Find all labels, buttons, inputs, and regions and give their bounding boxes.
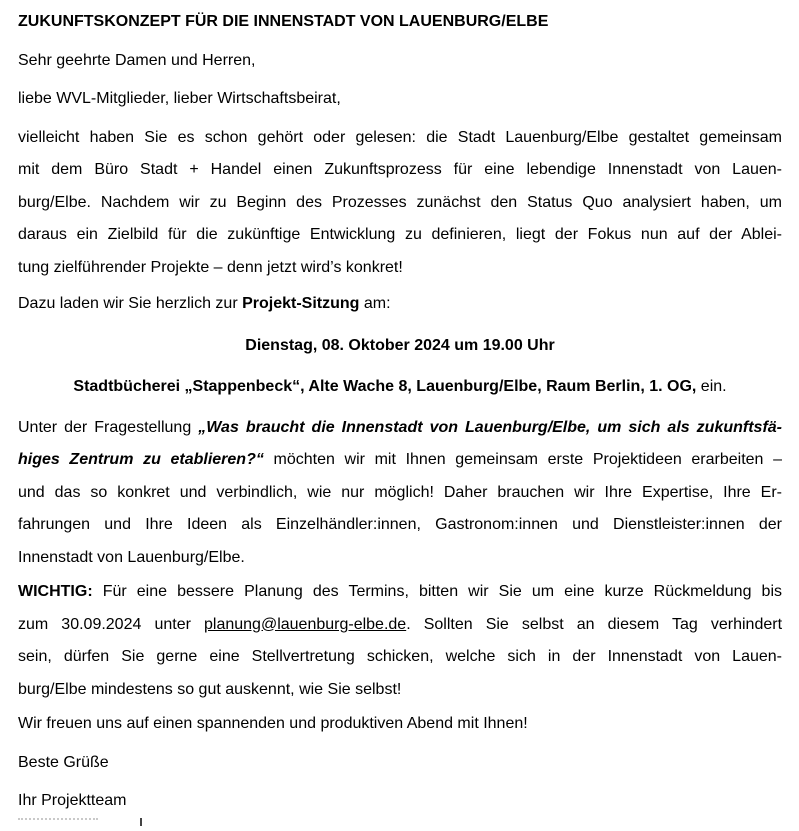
text-line bbox=[18, 219, 782, 252]
text-line bbox=[18, 542, 782, 575]
text-run: „Was braucht die Innenstadt von Lauenburg/Elbe, um sich als zukunftsfä- bbox=[198, 418, 783, 436]
text-run: Beste Grüße bbox=[18, 753, 109, 771]
text-run: am: bbox=[359, 295, 391, 312]
text-run: Ihr Projektteam bbox=[18, 792, 127, 809]
paragraph-intro bbox=[18, 122, 782, 285]
paragraph-invite-lead bbox=[18, 288, 782, 321]
text-run: Projekt-Sitzung bbox=[242, 295, 360, 312]
text-line bbox=[18, 576, 782, 609]
text-line bbox=[18, 444, 782, 477]
text-run: fahrungen und Ihre Ideen als Einzelhändler:innen, Gastronom:innen und Dienstleister:innen der bbox=[18, 516, 782, 533]
paragraph-salutation-2 bbox=[18, 83, 782, 116]
text-line bbox=[18, 641, 782, 674]
text-line bbox=[18, 708, 782, 741]
document-body bbox=[18, 6, 782, 818]
email-link[interactable]: planung@lauenburg-elbe.de bbox=[204, 615, 407, 633]
paragraph-signature bbox=[18, 785, 782, 818]
paragraph-closing bbox=[18, 708, 782, 741]
text-run: . Sollten Sie selbst an diesem Tag verhindert bbox=[406, 615, 783, 633]
text-line bbox=[18, 6, 782, 39]
text-run: ZUKUNFTSKONZEPT FÜR DIE INNENSTADT VON LAUENBURG/ELBE bbox=[18, 13, 549, 30]
cutoff-text-artifact bbox=[18, 818, 218, 828]
text-run: sein, dürfen Sie gerne eine Stellvertretung schicken, welche sich in der Innenstadt von Lauen- bbox=[18, 648, 782, 665]
text-run: Innenstadt von Lauenburg/Elbe. bbox=[18, 548, 245, 566]
text-run: Stadtbücherei „Stappenbeck“, Alte Wache 8, Lauenburg/Elbe, Raum Berlin, 1. OG, bbox=[73, 378, 697, 395]
paragraph-important bbox=[18, 576, 782, 706]
text-run: Dienstag, 08. Oktober 2024 um 19.00 Uhr bbox=[245, 336, 555, 354]
text-run: burg/Elbe. Nachdem wir zu Beginn des Prozesses zunächst den Status Quo analysiert haben, um bbox=[18, 193, 782, 211]
text-run: mit dem Büro Stadt + Handel einen Zukunftsprozess für eine lebendige Innenstadt von Lauen- bbox=[18, 161, 782, 178]
text-line bbox=[18, 674, 782, 707]
text-line bbox=[18, 412, 782, 445]
text-run: und das so konkret und verbindlich, wie nur möglich! Daher brauchen wir Ihre Expertise, Ihre Er- bbox=[18, 483, 782, 501]
text-line bbox=[18, 187, 782, 220]
text-line bbox=[18, 288, 782, 321]
text-run: higes Zentrum zu etablieren?“ bbox=[18, 451, 264, 468]
text-line bbox=[18, 609, 782, 642]
text-run: daraus ein Zielbild für die zukünftige Entwicklung zu definieren, liegt der Fokus nun auf der Ablei- bbox=[18, 226, 782, 243]
text-run: WICHTIG: bbox=[18, 583, 93, 600]
paragraph-title bbox=[18, 6, 782, 39]
text-line bbox=[18, 785, 782, 818]
text-run: liebe WVL-Mitglieder, lieber Wirtschaftsbeirat, bbox=[18, 90, 341, 107]
text-line bbox=[18, 154, 782, 187]
text-run: möchten wir mit Ihnen gemeinsam erste Projektideen erarbeiten – bbox=[263, 451, 782, 468]
text-run: Dazu laden wir Sie herzlich zur bbox=[18, 295, 243, 312]
paragraph-question bbox=[18, 412, 782, 575]
text-line bbox=[18, 252, 782, 285]
text-run: tung zielführender Projekte – denn jetzt wird’s konkret! bbox=[18, 258, 403, 276]
cutoff-dashes bbox=[18, 818, 98, 820]
text-run: Sehr geehrte Damen und Herren, bbox=[18, 51, 256, 69]
text-run: Für eine bessere Planung des Termins, bitten wir Sie um eine kurze Rückmeldung bis bbox=[92, 583, 782, 600]
text-line bbox=[18, 83, 782, 116]
text-line bbox=[18, 330, 782, 363]
text-run: vielleicht haben Sie es schon gehört oder gelesen: die Stadt Lauenburg/Elbe gestaltet gemeinsam bbox=[18, 128, 782, 146]
text-line bbox=[18, 747, 782, 780]
cutoff-tick bbox=[140, 818, 142, 826]
text-line bbox=[18, 122, 782, 155]
text-line bbox=[18, 371, 782, 404]
text-run: burg/Elbe mindestens so gut auskennt, wie Sie selbst! bbox=[18, 680, 402, 698]
text-line bbox=[18, 45, 782, 78]
text-run: ein. bbox=[696, 378, 727, 395]
text-run: Wir freuen uns auf einen spannenden und produktiven Abend mit Ihnen! bbox=[18, 715, 528, 732]
text-run: zum 30.09.2024 unter bbox=[18, 615, 204, 633]
paragraph-event-datetime bbox=[18, 330, 782, 363]
paragraph-salutation-1 bbox=[18, 45, 782, 78]
paragraph-regards bbox=[18, 747, 782, 780]
text-line bbox=[18, 509, 782, 542]
text-line bbox=[18, 477, 782, 510]
text-run: Unter der Fragestellung bbox=[18, 418, 199, 436]
paragraph-event-location bbox=[18, 371, 782, 404]
